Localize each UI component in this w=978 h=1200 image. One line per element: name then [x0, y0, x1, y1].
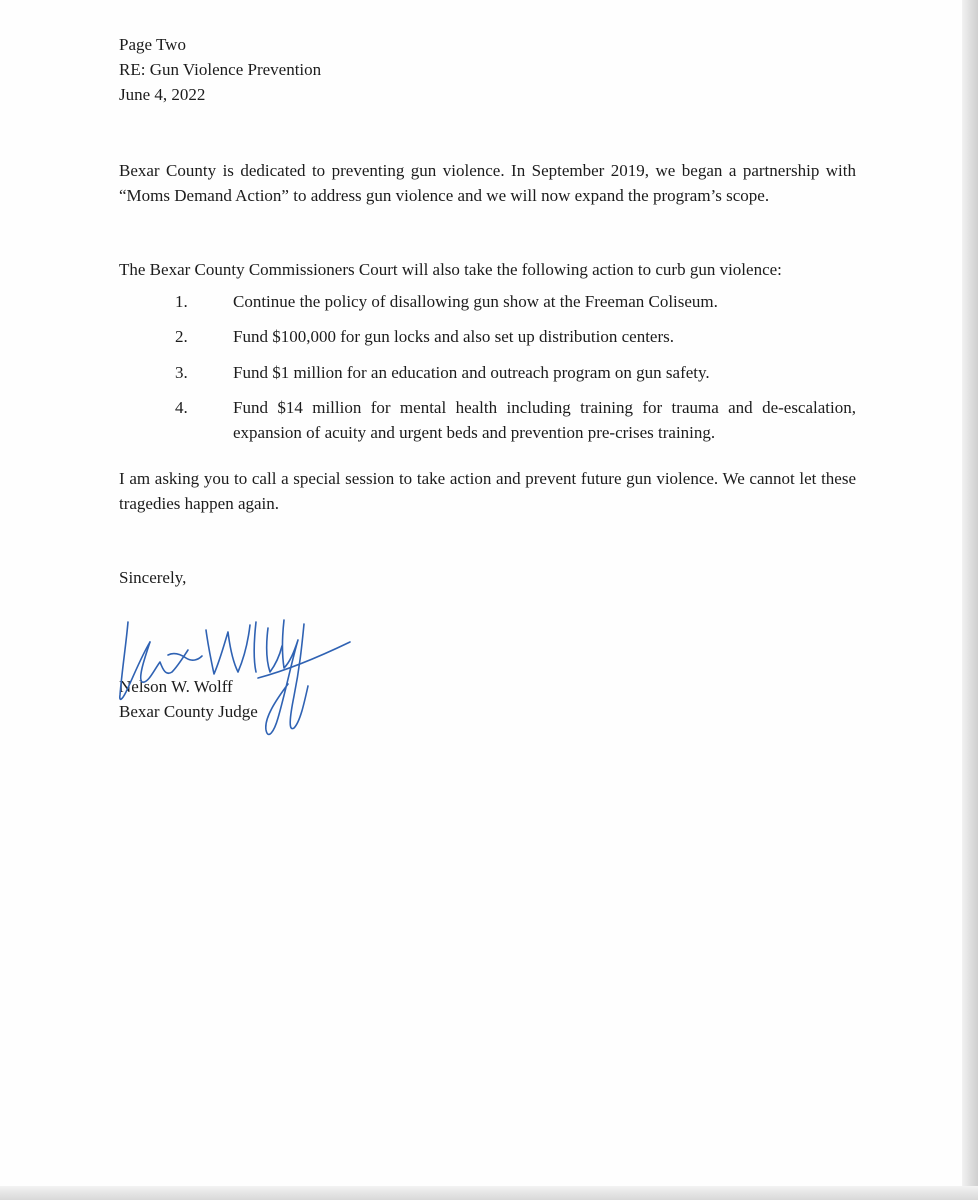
subject-line: RE: Gun Violence Prevention — [119, 60, 322, 79]
closing-salutation: Sincerely, — [119, 568, 187, 587]
letter-date: June 4, 2022 — [119, 85, 206, 104]
page-label: Page Two — [119, 35, 186, 54]
action-number-2: 2. — [175, 327, 188, 346]
action-text-2: Fund $100,000 for gun locks and also set up distribution centers. — [233, 327, 675, 346]
action-text-3: Fund $1 million for an education and outreach program on gun safety. — [233, 363, 710, 382]
action-number-3: 3. — [175, 363, 188, 382]
page-edge-shadow-bottom — [0, 1186, 978, 1200]
action-number-4: 4. — [175, 398, 188, 417]
paragraph-partnership: Bexar County is dedicated to preventing gun violence. In September 2019, we began a partnership with “Moms Demand Action” to address gun violence and we will now expand the program’s scope. — [119, 161, 856, 205]
page-edge-shadow-right — [962, 0, 978, 1200]
action-text-4: Fund $14 million for mental health including training for trauma and de-escalation, expansion of acuity and urgent beds and prevention pre-crises training. — [233, 398, 856, 442]
paragraph-special-session: I am asking you to call a special session to take action and prevent future gun violence. We cannot let these tragedies happen again. — [119, 469, 856, 513]
handwritten-signature — [108, 600, 358, 750]
signer-name: Nelson W. Wolff — [119, 677, 233, 696]
action-number-1: 1. — [175, 292, 188, 311]
signer-title: Bexar County Judge — [119, 702, 258, 721]
action-text-1: Continue the policy of disallowing gun show at the Freeman Coliseum. — [233, 292, 718, 311]
paragraph-actions-intro: The Bexar County Commissioners Court will also take the following action to curb gun violence: — [119, 260, 782, 279]
